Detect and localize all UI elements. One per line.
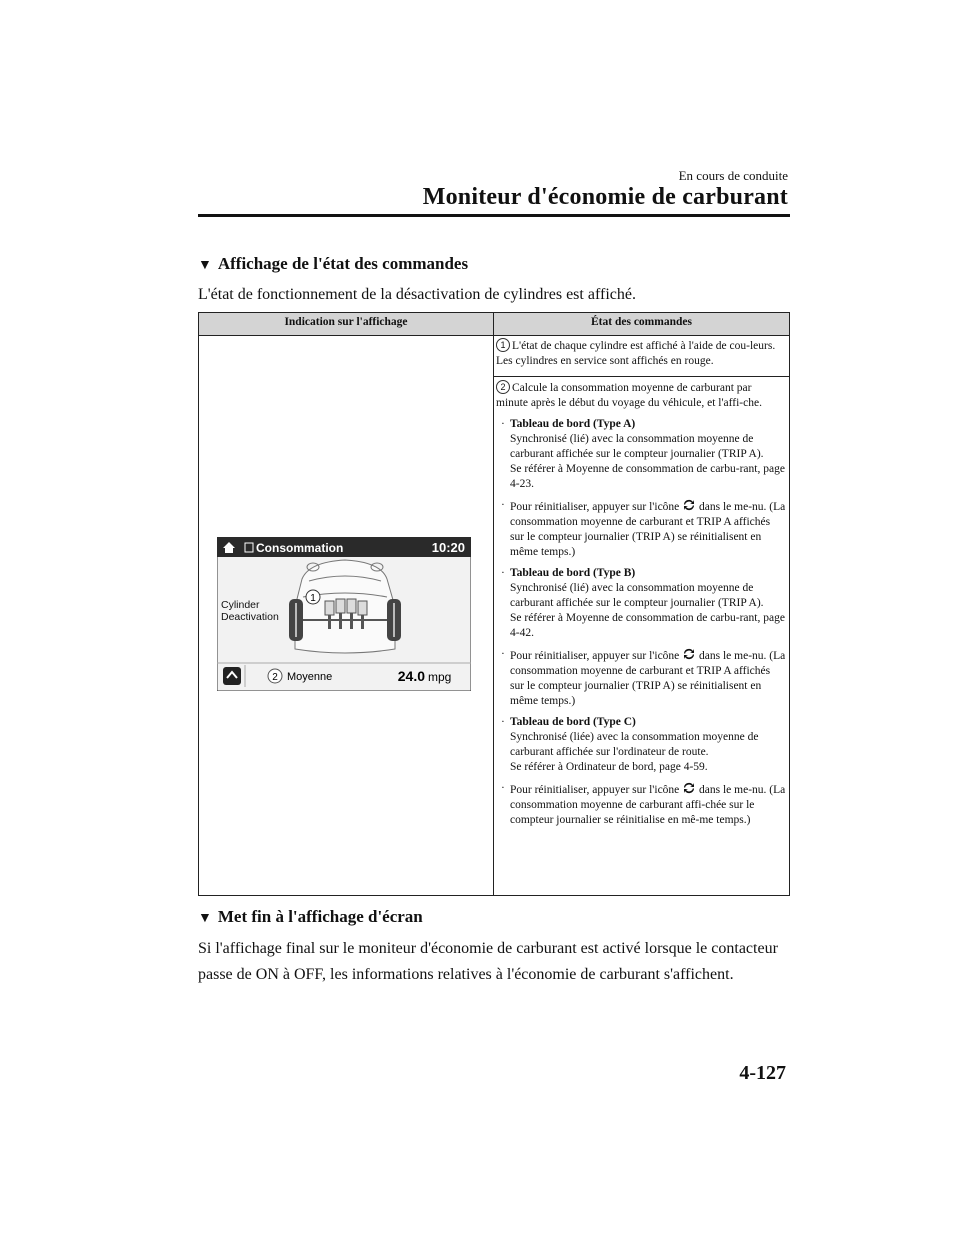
- item-reference: Se référer à Moyenne de consommation de carbu-rant, page 4-23.: [510, 463, 785, 490]
- list-item: · Tableau de bord (Type A) Synchronisé (lié) avec la consommation moyenne de carburant affichée sur le compteur journalier (TRIP A). Se référer à Moyenne de consommation de carbu-rant, page 4-23.: [501, 418, 785, 490]
- list-item: · Tableau de bord (Type B) Synchronisé (lié) avec la consommation moyenne de carburant affichée sur le compteur journalier (TRIP A). Se référer à Moyenne de consommation de carbu-rant, page 4-42.: [501, 567, 785, 639]
- end-display-paragraph: Si l'affichage final sur le moniteur d'économie de carburant est activé lorsque le contacteur passe de ON à OFF, les informations relatives à l'économie de carburant s'affichent.: [198, 940, 778, 983]
- title-rule: [198, 214, 790, 217]
- row-divider: [494, 376, 789, 377]
- item-text-pre: Pour réinitialiser, appuyer sur l'icône: [510, 784, 680, 796]
- back-button-icon: [223, 667, 241, 685]
- section-heading-status: [198, 254, 468, 274]
- cylinder-label-line1: Cylinder: [221, 599, 260, 611]
- list-item: · Pour réinitialiser, appuyer sur l'icône dans le me-nu. (La consommation moyenne de carburant et TRIP A affichés sur le compteur journalier (TRIP A) se réinitialisent en même temps.): [501, 648, 786, 707]
- row-1-text: L'état de chaque cylindre est affiché à l'aide de cou-leurs. Les cylindres en service sont affichés en rouge.: [496, 340, 776, 367]
- status-row-1: [496, 338, 786, 369]
- screen-title: Consommation: [256, 541, 344, 555]
- column-divider: [493, 313, 494, 895]
- item-reference: Se référer à Ordinateur de bord, page 4-59.: [510, 761, 708, 773]
- section-heading-end-display: [198, 907, 423, 927]
- reset-arrows-icon: [682, 498, 696, 512]
- callout-number-2: 2: [496, 380, 510, 394]
- item-text-post: dans le me-nu. (La consommation moyenne de carburant et TRIP A affichés sur le compteur journalier (TRIP A) se réinitialisent en même temps.): [510, 650, 786, 707]
- triangle-down-icon: ▼: [198, 258, 212, 273]
- status-row-2: [496, 380, 786, 828]
- section-heading-text: Met fin à l'affichage d'écran: [217, 907, 423, 926]
- average-label: Moyenne: [287, 671, 333, 683]
- column-header-display: Indication sur l'affichage: [284, 316, 408, 328]
- item-text: Synchronisé (liée) avec la consommation moyenne de carburant affichée sur l'ordinateur de route.: [510, 731, 759, 758]
- table-header: [199, 313, 789, 336]
- consumption-screen-svg: [217, 537, 471, 691]
- column-header-status: État des commandes: [591, 316, 692, 328]
- triangle-down-icon: ▼: [198, 911, 212, 926]
- section-heading-text: Affichage de l'état des commandes: [217, 254, 469, 273]
- callout-2-label: 2: [272, 672, 278, 683]
- screen-time: 10:20: [431, 540, 465, 555]
- item-heading: Tableau de bord (Type B): [510, 567, 636, 579]
- running-head: En cours de conduite: [678, 168, 788, 183]
- item-text-post: dans le me-nu. (La consommation moyenne de carburant affi-chée sur le compteur journalier se réinitialise en mê-me temps.): [510, 784, 786, 826]
- callout-1-label: 1: [310, 593, 316, 604]
- reset-arrows-icon: [682, 647, 696, 661]
- item-text-post: dans le me-nu. (La consommation moyenne de carburant et TRIP A affichés sur le compteur journalier (TRIP A) se réinitialisent en même temps.): [510, 501, 786, 558]
- average-value: 24.0: [397, 668, 425, 684]
- item-text-pre: Pour réinitialiser, appuyer sur l'icône: [510, 650, 680, 662]
- page-title: Moniteur d'économie de carburant: [422, 184, 788, 210]
- list-item: · Pour réinitialiser, appuyer sur l'icône dans le me-nu. (La consommation moyenne de carburant affi-chée sur le compteur journalier se réinitialise en mê-me temps.): [501, 782, 786, 826]
- list-item: · Pour réinitialiser, appuyer sur l'icône dans le me-nu. (La consommation moyenne de carburant et TRIP A affichés sur le compteur journalier (TRIP A) se réinitialisent en même temps.): [501, 499, 786, 558]
- reset-arrows-icon: [682, 781, 696, 795]
- row-2-text: Calcule la consommation moyenne de carburant par minute après le début du voyage du véhicule, et l'affi-che.: [496, 382, 762, 409]
- consumption-screen: [217, 537, 471, 691]
- item-text-pre: Pour réinitialiser, appuyer sur l'icône: [510, 501, 680, 513]
- item-text: Synchronisé (lié) avec la consommation moyenne de carburant affichée sur le compteur journalier (TRIP A).: [510, 433, 764, 460]
- page-number: 4-127: [739, 1062, 786, 1084]
- item-heading: Tableau de bord (Type C): [510, 716, 636, 728]
- status-table: [198, 312, 790, 896]
- cylinder-label-line2: Deactivation: [221, 611, 279, 623]
- average-unit: mpg: [428, 670, 452, 684]
- item-text: Synchronisé (lié) avec la consommation moyenne de carburant affichée sur le compteur journalier (TRIP A).: [510, 582, 764, 609]
- item-heading: Tableau de bord (Type A): [510, 418, 636, 430]
- intro-paragraph: L'état de fonctionnement de la désactivation de cylindres est affiché.: [198, 286, 636, 303]
- item-reference: Se référer à Moyenne de consommation de carbu-rant, page 4-42.: [510, 612, 785, 639]
- callout-number-1: 1: [496, 338, 510, 352]
- list-item: · Tableau de bord (Type C) Synchronisé (liée) avec la consommation moyenne de carburant affichée sur l'ordinateur de route. Se référer à Ordinateur de bord, page 4-59.: [496, 715, 786, 775]
